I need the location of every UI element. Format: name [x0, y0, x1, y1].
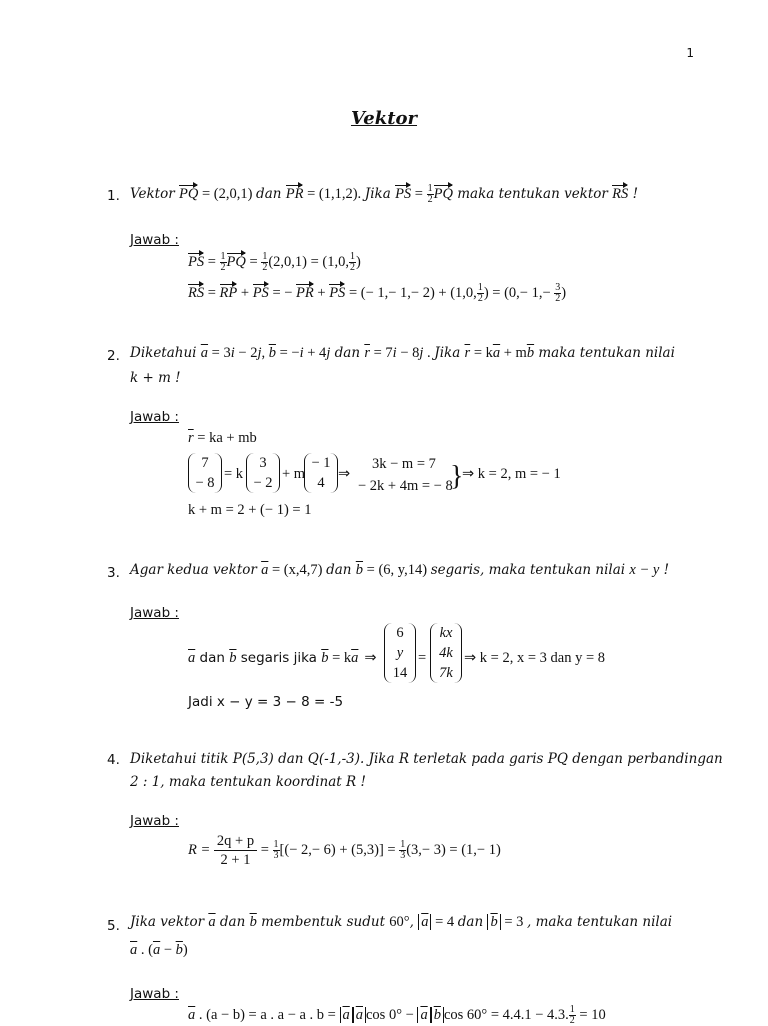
q4-question-line-2: 2 : 1, maka tentukan koordinat R !	[130, 774, 366, 790]
q1-answer-line-1: PS = $\frac{1}{2}$ PQ = $\frac{1}{2}$ (2,0,1) = (1,0, $\frac{1}{2}$ )	[188, 251, 361, 273]
q3-jadi: Jadi x − y = 3 − 8 = -5	[188, 694, 344, 710]
q4-question-line-1: Diketahui titik P(5,3) dan Q(-1,-3). Jika R terletak pada garis PQ dengan perbandingan	[130, 751, 723, 767]
page-number: 1	[686, 46, 694, 60]
q2-question-line-2: k + m !	[130, 370, 181, 386]
q2-system-brace: }	[450, 461, 464, 492]
q2-matrix-a: 3 − 2	[246, 453, 280, 493]
q3-question: Agar kedua vektor $\overline{a} = (x,4,7)$ dan $\overline{b} = (6$, y,14) segaris, maka tentukan nilai x − y !	[130, 562, 670, 578]
page-title: Vektor	[350, 108, 418, 129]
q5-question-line-1: Jika vektor $\overline{a}$ dan $\overline{b}$ membentuk sudut 60°, $\overline{a} = 4$ dan $\overline{b} = 3$ , maka tentukan nilai	[130, 914, 673, 930]
q5-jawab-label: Jawab :	[130, 986, 179, 1002]
q2-system-eq-2: − 2k + 4m = − 8	[358, 478, 453, 494]
q2-answer-final: k + m = 2 + (− 1) = 1	[188, 502, 312, 518]
q2-implies: ⇒	[338, 466, 351, 482]
q2-matrix-r: 7 − 8	[188, 453, 222, 493]
q3-matrix-ka: kx 4k 7k	[430, 623, 462, 683]
q2-k-label: = k	[224, 466, 244, 482]
q1-jawab-label: Jawab :	[130, 232, 179, 248]
q3-number: 3.	[107, 565, 120, 581]
q3-jawab-label: Jawab :	[130, 605, 179, 621]
q3-segaris-statement: $\overline{a}$ dan $\overline{b}$ segaris jika $\overline{b} = k\overline{a}$ ⇒	[188, 650, 377, 666]
q2-number: 2.	[107, 348, 120, 364]
q2-jawab-label: Jawab :	[130, 409, 179, 425]
q2-result: ⇒ k = 2, m = − 1	[462, 466, 561, 482]
q5-answer: $\overline{a}$ . (a − b) = a . a − a . $b = \overline{a}$ $\overline{a}$ $\cos 0^\circ - \overline{a}$ $\overline{b}$ cos 60° = 4.4.1 − 4.3. $\frac{1}{2}$ = 10	[188, 1004, 606, 1026]
q3-matrix-b: 6 y 14	[384, 623, 416, 683]
q2-question-line-1: Diketahui $\overline{a} = 3i - 2j$, $\overline{b} = -i + 4j$ dan $\overline{r} = 7i - 8j$ . Jika $\overline{r} = k\overline{a} + m\overline{b}$ maka tentukan nilai	[130, 345, 675, 361]
q1-question: Vektor PQ = (2,0,1) dan PR = (1,1,2). Jika PS = $\frac{1}{2}$ PQ maka tentukan vektor RS !	[130, 183, 639, 205]
q1-answer-line-2: RS = RP + PS = − PR + PS = (− 1,− 1,− 2) + (1,0, $\frac{1}{2}$ ) = (0,− 1,− $\frac{3}{2}$ )	[188, 282, 567, 304]
q4-answer: R = $\frac{2q + p}{2 + 1}$ = $\frac{1}{3}$ [(− 2,− 6) + (5,3)] = $\frac{1}{3}$ (3,− 3) = (1,− 1)	[188, 833, 501, 868]
q4-jawab-label: Jawab :	[130, 813, 179, 829]
q5-question-line-2: $\overline{a}$ . $(\overline{a} - \overline{b})$	[130, 942, 188, 958]
q4-number: 4.	[107, 752, 120, 768]
q2-m-label: + m	[282, 466, 306, 482]
q1-number: 1.	[107, 188, 120, 204]
q3-equals: =	[418, 650, 427, 666]
q5-number: 5.	[107, 918, 120, 934]
q2-answer-line-1: $\overline{r}$ = ka + mb	[188, 430, 257, 446]
q2-matrix-b: − 1 4	[304, 453, 338, 493]
q3-result: ⇒ k = 2, x = 3 dan y = 8	[464, 650, 605, 666]
q2-system-eq-1: 3k − m = 7	[372, 456, 436, 472]
